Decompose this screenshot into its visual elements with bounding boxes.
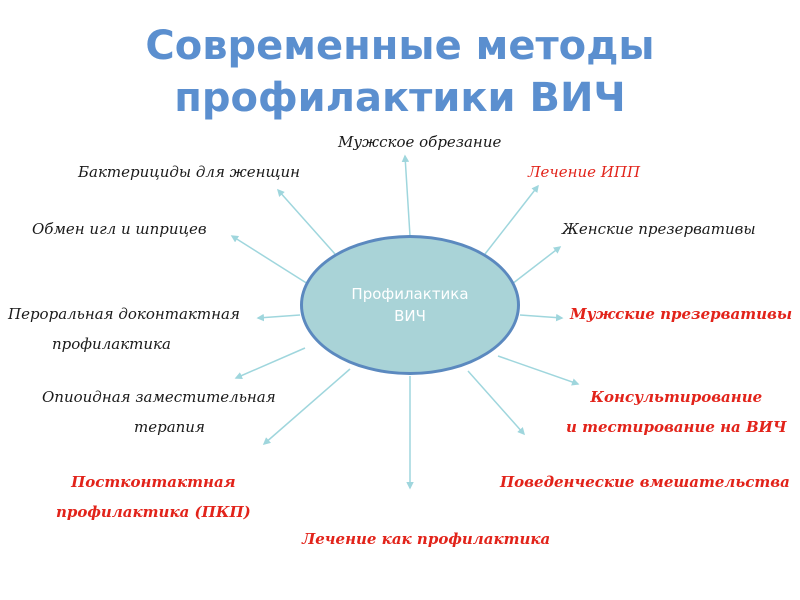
ray-microbicides [278,190,335,254]
title-line-1: Современные методы [145,23,655,69]
ray-behavioral [468,371,524,434]
ray-pep [264,369,350,444]
ray-male-condoms [520,315,562,318]
ray-counseling [498,356,578,384]
method-behavioral: Поведенческие вмешательства [500,473,790,491]
method-counseling-testing [566,387,787,437]
ray-needle-exchange [232,236,308,284]
center-node-hiv-prevention [300,235,520,375]
method-sti-treatment: Лечение ИПП [528,163,641,181]
method-counseling-line-2: и тестирование на ВИЧ [566,418,787,436]
method-opioid-therapy [42,387,276,437]
center-label-line-2: ВИЧ [394,307,426,325]
method-opioid-line-1: Опиоидная заместительная [42,388,276,406]
ray-male-circumcision [405,156,410,236]
center-label-line-1: Профилактика [351,285,469,303]
method-male-circumcision: Мужское обрезание [338,133,502,151]
method-microbicides: Бактерициды для женщин [78,163,301,181]
method-pep-line-2: профилактика (ПКП) [56,503,251,521]
title-line-2: профилактики ВИЧ [174,75,626,121]
ray-female-condoms [512,247,560,284]
method-prep-line-1: Пероральная доконтактная [8,305,240,323]
method-counseling-line-1: Консультирование [590,388,763,406]
method-treatment-as-prevention: Лечение как профилактика [302,530,551,548]
ray-sti-treatment [485,186,538,254]
method-pep-line-1: Постконтактная [71,473,236,491]
ray-prep [258,315,300,318]
method-female-condoms: Женские презервативы [562,220,756,238]
method-pep [56,472,251,522]
ray-opioid [236,348,305,378]
method-opioid-line-2: терапия [134,418,205,436]
method-male-condoms: Мужские презервативы [570,305,793,323]
method-prep [8,304,240,354]
method-prep-line-2: профилактика [52,335,171,353]
method-needle-exchange: Обмен игл и шприцев [32,220,207,238]
